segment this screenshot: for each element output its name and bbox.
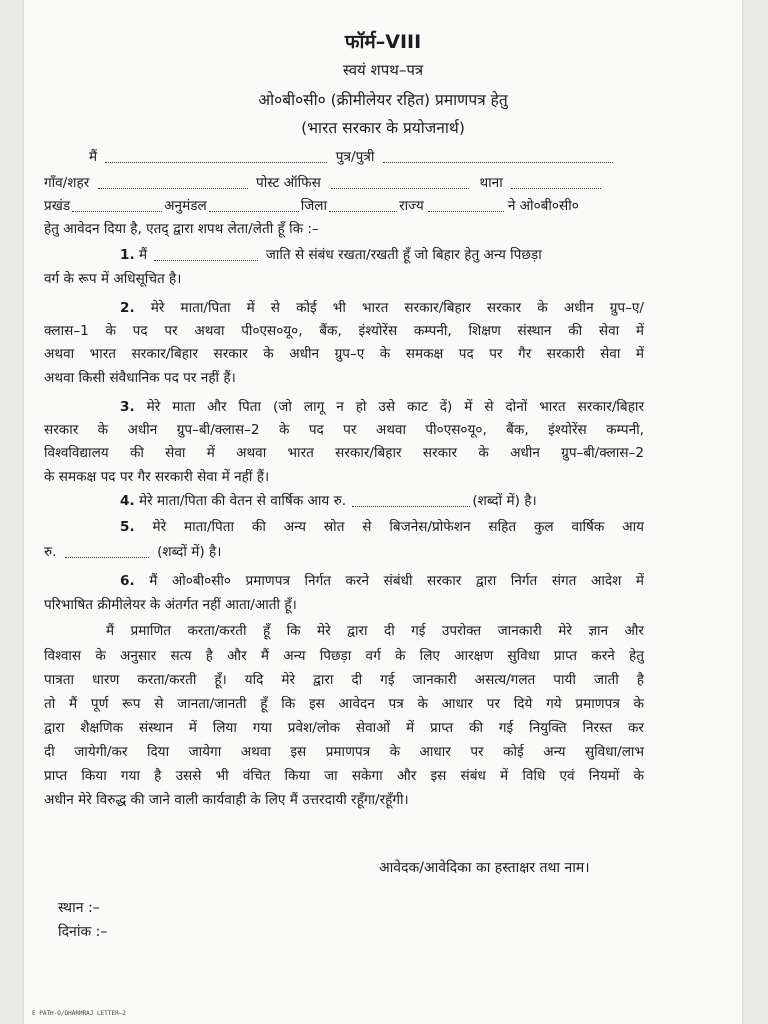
form-sheet [24, 0, 742, 1024]
district-blank [329, 197, 397, 212]
point-5-line-1 [120, 516, 644, 538]
footer-ref: E PATH-O/DHARMRAJ LETTER–2 [32, 1010, 126, 1017]
intro-label-son-daughter: पुत्र/पुत्री [335, 149, 375, 165]
form-subtitle: स्वयं शपथ–पत्र [342, 61, 424, 79]
point-3-line-2: सरकार के अधीन ग्रुप–बी/क्लास–2 के पद पर अथवा पी०एस०यू०, बैंक, इंश्योरेंस कम्पनी, [44, 422, 644, 438]
point-2-line-4: अथवा किसी संवैधानिक पद पर नहीं हैं। [44, 370, 236, 386]
intro-line-3 [44, 195, 644, 217]
point-5-text: मेरे माता/पिता की अन्य स्रोत से बिजनेस/प्रोफेशन सहित कुल वार्षिक आय [152, 519, 644, 535]
subdivision-blank [209, 197, 299, 212]
signature-label: आवेदक/आवेदिका का हस्ताक्षर तथा नाम। [379, 860, 590, 876]
point-6-line-2: परिभाषित क्रीमीलेयर के अंतर्गत नहीं आता/आती हूँ। [44, 597, 297, 613]
declaration-line-8: अधीन मेरे विरुद्ध की जाने वाली कार्यवाही के लिए मैं उत्तरदायी रहूँगा/रहूँगी। [44, 792, 409, 808]
block-label: प्रखंड [44, 198, 71, 214]
intro-label-main: मैं [89, 149, 98, 165]
caste-blank [154, 246, 258, 261]
point-2-line-1 [120, 297, 644, 319]
certificate-purpose: ओ०बी०सी० (क्रीमीलेयर रहित) प्रमाणपत्र हेतु [258, 91, 508, 109]
place-label: स्थान :– [58, 900, 100, 916]
declaration-line-7: प्राप्त किया गया है उससे भी वंचित किया जा सकेगा और इस संबंध में विधि एवं नियमों के [44, 768, 644, 784]
subdivision-label: अनुमंडल [164, 198, 207, 214]
intro-line-1 [89, 146, 644, 168]
point-3-number: 3. [120, 399, 135, 415]
point-5-rupee-label: रु. [44, 544, 57, 560]
point-3-line-4: के समकक्ष पद पर गैर सरकारी सेवा में नहीं हैं। [44, 469, 270, 485]
post-office-blank [331, 174, 469, 189]
point-1-number: 1. [120, 247, 135, 263]
form-title: फॉर्म–VIII [344, 31, 422, 53]
intro-line-2 [44, 172, 644, 194]
point-4-number: 4. [120, 493, 135, 509]
point-3-text-1: मेरे माता और पिता (जो लागू न हो उसे काट दें) में से दोनों भारत सरकार/बिहार [146, 399, 644, 415]
point-5-line-2 [44, 541, 644, 563]
point-3-line-3: विश्वविद्यालय की सेवा में अथवा भारत सरकार/बिहार सरकार के अधीन ग्रुप–बी/क्लास–2 [44, 445, 644, 461]
point-2-text-1: मेरे माता/पिता में से कोई भी भारत सरकार/बिहार सरकार के अधीन ग्रुप–ए/ [150, 300, 644, 316]
point-4-text: मेरे माता/पिता की वेतन से वार्षिक आय रु. [138, 493, 347, 509]
block-blank [72, 197, 162, 212]
police-station-label: थाना [479, 175, 503, 191]
post-office-label: पोस्ट ऑफिस [256, 175, 321, 191]
declaration-line-6: दी जायेगी/कर दिया जायेगा अथवा इस प्रमाणपत्र के आधार पर कोई अन्य सुविधा/लाभ [44, 744, 644, 760]
point-5-suffix: (शब्दों में) है। [157, 544, 222, 560]
other-income-blank [65, 543, 149, 558]
point-6-text: मैं ओ०बी०सी० प्रमाणपत्र निर्गत करने संबंधी सरकार द्वारा निर्गत संगत आदेश में [149, 573, 644, 589]
point-2-line-2: क्लास–1 के पद पर अथवा पी०एस०यू०, बैंक, इंश्योरेंस कम्पनी, शिक्षण संस्थान की सेवा में [44, 323, 644, 339]
father-name-blank [383, 148, 613, 163]
point-4-suffix: (शब्दों में) है। [472, 493, 537, 509]
police-station-blank [511, 174, 601, 189]
point-1-line-1 [120, 244, 644, 266]
declaration-line-2: विश्वास के अनुसार सत्य है और मैं अन्य पिछड़ा वर्ग के लिए आरक्षण सुविधा प्राप्त करने हेतु [44, 648, 644, 664]
declaration-line-3: पात्रता धारण करता/करती हूँ। यदि मेरे द्वारा दी गई जानकारी असत्य/गलत पायी जाती है [44, 672, 644, 688]
declaration-line-5: द्वारा शैक्षणिक संस्थान में लिया गया प्रवेश/लोक सेवाओं में प्राप्त की गई नियुक्ति निरस्त कर [44, 720, 644, 736]
state-label: राज्य [399, 198, 424, 214]
government-purpose: (भारत सरकार के प्रयोजनार्थ) [301, 119, 465, 137]
intro-line-4: हेतु आवेदन दिया है, एतद् द्वारा शपथ लेता/लेती हूँ कि :– [44, 221, 319, 237]
obc-label: ने ओ०बी०सी० [507, 198, 579, 214]
date-label: दिनांक :– [58, 924, 108, 940]
point-5-number: 5. [120, 519, 135, 535]
point-1-line-2: वर्ग के रूप में अधिसूचित है। [44, 271, 182, 287]
point-6-line-1 [120, 570, 644, 592]
village-blank [98, 174, 248, 189]
point-3-line-1 [120, 396, 644, 418]
declaration-line-4: तो मैं पूर्ण रूप से जानता/जानती हूँ कि इस आवेदन पत्र के आधार पर दिये गये प्रमाणपत्र के [44, 696, 644, 712]
point-1-prefix: मैं [138, 247, 148, 263]
point-4-line [120, 490, 644, 512]
point-2-number: 2. [120, 300, 135, 316]
name-blank [105, 148, 327, 163]
district-label: जिला [300, 198, 328, 214]
point-1-text: जाति से संबंध रखता/रखती हूँ जो बिहार हेतु अन्य पिछड़ा [265, 247, 542, 263]
village-label: गाँव/शहर [44, 175, 90, 191]
point-6-number: 6. [120, 573, 135, 589]
declaration-line-1: मैं प्रमाणित करता/करती हूँ कि मेरे द्वारा दी गई उपरोक्त जानकारी मेरे ज्ञान और [106, 623, 644, 639]
salary-income-blank [352, 492, 470, 507]
point-2-line-3: अथवा भारत सरकार/बिहार सरकार के अधीन ग्रुप–ए के समकक्ष पद पर गैर सरकारी सेवा में [44, 346, 644, 362]
state-blank [428, 197, 504, 212]
